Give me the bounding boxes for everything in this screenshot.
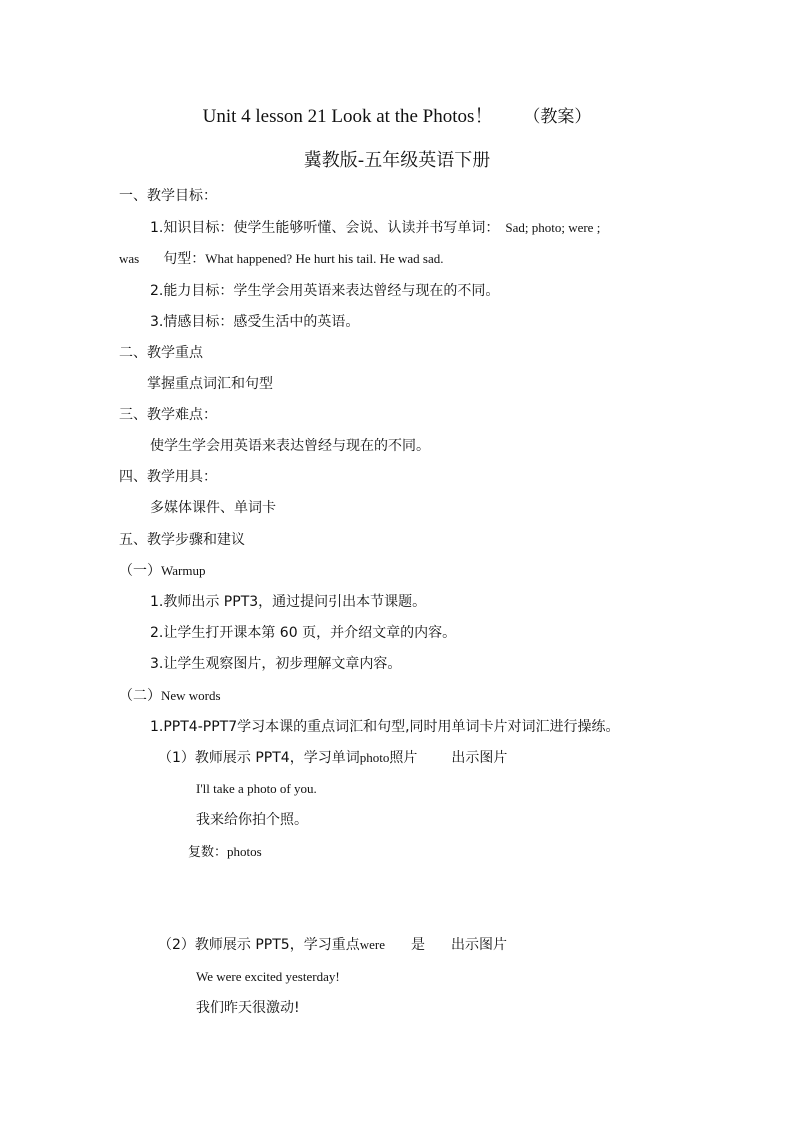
newwords-intro: 1.PPT4-PPT7学习本课的重点词汇和句型,同时用单词卡片对词汇进行操练。 xyxy=(150,719,620,735)
section-5-heading: 五、教学步骤和建议 xyxy=(119,532,245,548)
warmup-step-1: 1.教师出示 PPT3，通过提问引出本节课题。 xyxy=(150,594,427,610)
ppt4-action: 出示图片 xyxy=(451,750,508,766)
word-was: was xyxy=(119,251,140,266)
newwords-heading xyxy=(119,686,221,706)
ppt5-example-cn: 我们昨天很激动! xyxy=(196,1000,300,1016)
warmup-step-3: 3.让学生观察图片，初步理解文章内容。 xyxy=(150,656,402,672)
knowledge-goal xyxy=(150,218,600,238)
warmup-step-2: 2.让学生打开课本第 60 页，并介绍文章的内容。 xyxy=(150,625,457,641)
document-title xyxy=(0,104,794,130)
emotion-goal: 3.情感目标：感受生活中的英语。 xyxy=(150,314,360,330)
knowledge-goal-words: Sad; photo; were ; xyxy=(505,220,601,235)
newwords-label: New words xyxy=(161,688,221,703)
section-2-heading: 二、教学重点 xyxy=(119,345,203,361)
knowledge-goal-sentences xyxy=(119,249,443,269)
plural-word: photos xyxy=(227,844,262,859)
ability-goal: 2.能力目标：学生学会用英语来表达曾经与现在的不同。 xyxy=(150,283,500,299)
ppt4-meaning: 照片 xyxy=(389,750,418,766)
section-4-content: 多媒体课件、单词卡 xyxy=(150,500,276,516)
sentence-patterns: What happened? He hurt his tail. He wad sad. xyxy=(205,251,444,266)
ppt4-plural xyxy=(188,842,262,863)
ppt4-example-en: I'll take a photo of you. xyxy=(196,781,317,796)
ppt5-meaning: 是 xyxy=(410,937,425,953)
ppt5-label: （2）教师展示 PPT5，学习重点 xyxy=(158,937,360,953)
section-2-content: 掌握重点词汇和句型 xyxy=(147,376,273,392)
ppt5-word: were xyxy=(359,937,385,952)
knowledge-goal-label: 1.知识目标：使学生能够听懂、会说、认读并书写单词： xyxy=(150,220,500,236)
ppt5-example-en: We were excited yesterday! xyxy=(196,969,340,984)
ppt4-word: photo xyxy=(359,750,390,765)
section-1-heading: 一、教学目标： xyxy=(119,188,217,204)
warmup-heading xyxy=(119,561,205,581)
warmup-num: （一） xyxy=(119,563,161,579)
ppt4-example-cn: 我来给你拍个照。 xyxy=(196,812,308,828)
ppt4-line xyxy=(158,748,507,768)
sentence-label: 句型： xyxy=(163,251,206,267)
ppt5-line xyxy=(158,935,507,955)
section-3-heading: 三、教学难点： xyxy=(119,407,217,423)
ppt5-action: 出示图片 xyxy=(450,937,507,953)
section-4-heading: 四、教学用具： xyxy=(119,469,217,485)
title-main: Unit 4 lesson 21 Look at the Photos！ xyxy=(202,106,494,127)
ppt4-label: （1）教师展示 PPT4，学习单词 xyxy=(158,750,360,766)
section-3-content: 使学生学会用英语来表达曾经与现在的不同。 xyxy=(150,438,430,454)
document-subtitle: 冀教版-五年级英语下册 xyxy=(303,150,491,171)
plural-label: 复数： xyxy=(188,845,228,860)
newwords-num: （二） xyxy=(119,688,161,704)
warmup-label: Warmup xyxy=(161,563,206,578)
title-tag: （教案） xyxy=(523,107,592,127)
